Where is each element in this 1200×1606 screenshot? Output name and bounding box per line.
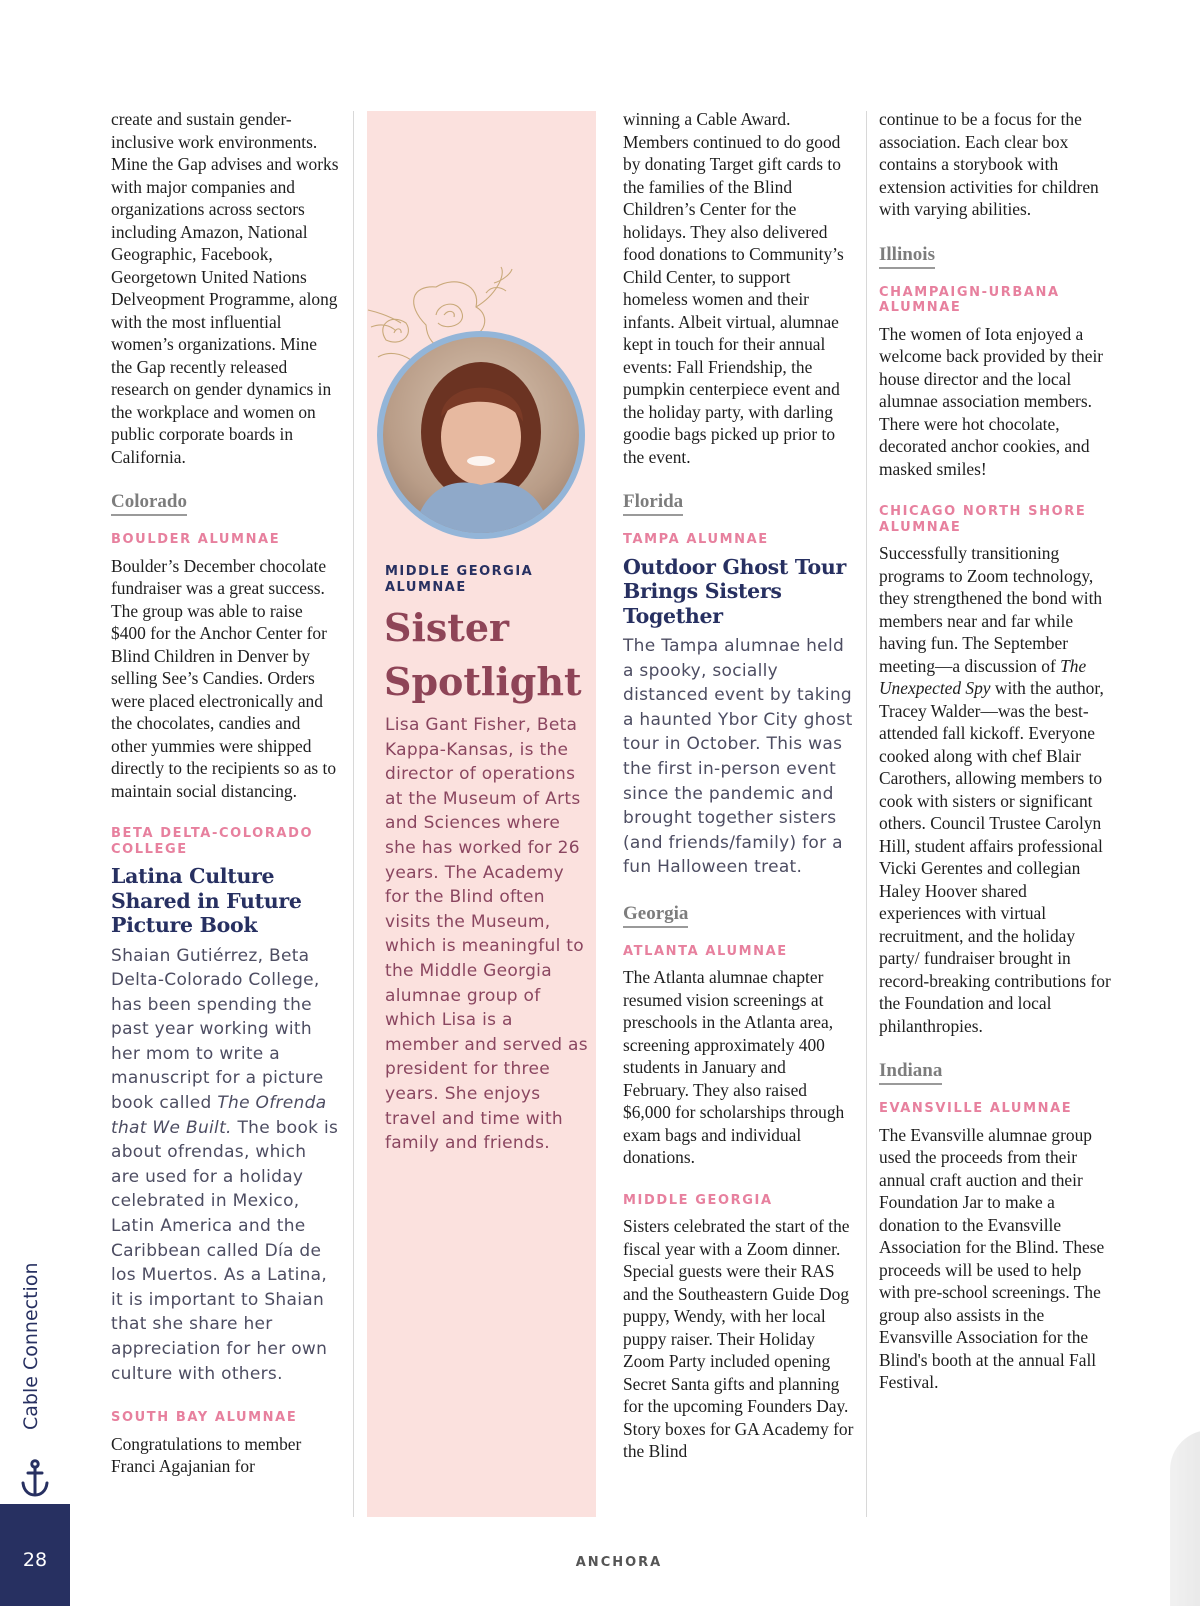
beta-delta-text bbox=[111, 944, 339, 1387]
column-4-continued: continue to be a focus for the association. Each clear box contains a storybook with extension activities for children with varying abilities. bbox=[879, 109, 1099, 219]
state-heading-colorado: Colorado bbox=[111, 490, 187, 516]
chapter-heading-evansville: EVANSVILLE ALUMNAE bbox=[879, 1101, 1073, 1116]
chapter-heading-atlanta: ATLANTA ALUMNAE bbox=[623, 943, 788, 959]
book-title: The Unexpected Spy bbox=[879, 655, 1087, 698]
page-number: 28 bbox=[22, 1549, 48, 1571]
page-edge-shadow bbox=[1170, 1430, 1200, 1606]
south-bay-text: Congratulations to member Franci Agajanian for bbox=[111, 1433, 302, 1477]
anchor-icon bbox=[19, 1459, 51, 1499]
column-3 bbox=[623, 108, 855, 1463]
champaign-text: The women of Iota enjoyed a welcome back provided by their house director and the local alumnae association members. There were hot chocolate, decorated anchor cookies, and masked smiles! bbox=[879, 323, 1104, 479]
column-3-continued: winning a Cable Award. Members continued to do good by donating Target gift cards to the families of the Blind Children’s Center for the holidays. They also delivered food donations to Community’s Child Center, to support homeless women and their infants. Albeit virtual, alumnae kept in touch for their annual events: Fall Friendship, the pumpkin centerpiece event and the holiday party, with darling goodie bags picked up prior to the event. bbox=[623, 109, 844, 467]
intro-continued: create and sustain gender-inclusive work environments. Mine the Gap advises and works with major companies and organizations across sectors including Amazon, National Geographic, Facebook, Georgetown United Nations Delveopment Programme, along with the most influential women’s organizations. Mine the Gap recently released research on gender dynamics in the workplace and women on public corporate boards in California. bbox=[111, 109, 339, 467]
spotlight-title: Sister Spotlight bbox=[384, 605, 582, 704]
column-4 bbox=[879, 108, 1111, 1394]
headline-latina-culture: Latina Culture Shared in Future Picture Book bbox=[111, 864, 302, 937]
state-heading-florida: Florida bbox=[623, 490, 683, 516]
chapter-heading-champaign: CHAMPAIGN-URBANA ALUMNAE bbox=[879, 284, 1060, 315]
chapter-heading-tampa: TAMPA ALUMNAE bbox=[623, 532, 769, 547]
chapter-heading-middle-georgia: MIDDLE GEORGIA bbox=[623, 1192, 773, 1208]
beta-delta-text-2: The book is about ofrendas, which are used for a holiday celebrated in Mexico, Latin America and the Caribbean called Día de los Muertos. As a Latina, it is important to Shaian that she share her appreciation for her own culture with others. bbox=[111, 1117, 339, 1384]
column-1 bbox=[111, 108, 339, 1478]
portrait-figure bbox=[383, 337, 579, 533]
column-divider bbox=[353, 111, 354, 1517]
chicago-text-1: Successfully transitioning programs to Zoom technology, they strengthened the bond with members near and far while having fun. The September meeting—a discussion of bbox=[879, 543, 1103, 676]
book-title: The Ofrenda that We Built. bbox=[111, 1093, 327, 1138]
atlanta-text: The Atlanta alumnae chapter resumed vision screenings at preschools in the Atlanta area, screening approximately 400 students in January and February. They also raised $6,000 for scholarships through exam bags and individual donations. bbox=[623, 967, 845, 1168]
chapter-heading-chicago: CHICAGO NORTH SHORE ALUMNAE bbox=[879, 504, 1087, 535]
section-label: Cable Connection bbox=[20, 1262, 42, 1430]
state-heading-indiana: Indiana bbox=[879, 1059, 942, 1085]
column-divider bbox=[866, 111, 867, 1517]
magazine-footer: ANCHORA bbox=[575, 1555, 663, 1570]
spotlight-chapter: MIDDLE GEORGIA ALUMNAE bbox=[385, 564, 534, 595]
portrait-photo bbox=[377, 331, 585, 539]
boulder-text: Boulder’s December chocolate fundraiser was a great success. The group was able to raise $400 for the Anchor Center for Blind Children in Denver by selling See’s Candies. Orders were placed electronically and the chocolates, candies and other yummies were shipped directly to the recipients so as to maintain social distancing. bbox=[111, 555, 337, 801]
chicago-text-2: with the author, Tracey Walder—was the best-attended fall kickoff. Everyone cooked along with chef Blair Carothers, allowing members to cook with sisters or significant others. Council Trustee Carolyn Hill, student affairs professional Vicki Gerentes and collegian Haley Hoover shared experiences with virtual recruitment, and the holiday party/ fundraiser brought in record-breaking contributions for the Foundation and local philanthropies. bbox=[879, 678, 1111, 1036]
beta-delta-text-1: Shaian Gutiérrez, Beta Delta-Colorado College, has been spending the past year working with her mom to write a manuscript for a picture book called bbox=[111, 945, 324, 1114]
chapter-heading-boulder: BOULDER ALUMNAE bbox=[111, 532, 281, 547]
tampa-text: The Tampa alumnae held a spooky, socially distanced event by taking a haunted Ybor City ghost tour in October. This was the first in-person event since the pandemic and brought together sisters (and friends/family) for a fun Halloween treat. bbox=[623, 636, 853, 878]
chapter-heading-beta-delta: BETA DELTA-COLORADO COLLEGE bbox=[111, 826, 314, 857]
chicago-text bbox=[879, 542, 1111, 1037]
chapter-heading-south-bay: SOUTH BAY ALUMNAE bbox=[111, 1410, 298, 1426]
headline-ghost-tour: Outdoor Ghost Tour Brings Sisters Together bbox=[623, 554, 846, 628]
spotlight-text: Lisa Gant Fisher, Beta Kappa-Kansas, is the director of operations at the Museum of Arts and Sciences where she has worked for 26 years. The Academy for the Blind often visits the Museum, which is meaningful to the Middle Georgia alumnae group of which Lisa is a member and served as president for three years. She enjoys travel and time with family and friends. bbox=[385, 715, 588, 1154]
state-heading-illinois: Illinois bbox=[879, 243, 935, 269]
middle-georgia-text: Sisters celebrated the start of the fiscal year with a Zoom dinner. Special guests were their RAS and the Southeastern Guide Dog puppy, Wendy, with her local puppy raiser. Their Holiday Zoom Party included opening Secret Santa gifts and planning for the upcoming Founders Day. Story boxes for GA Academy for the Blind bbox=[623, 1216, 854, 1462]
state-heading-georgia: Georgia bbox=[623, 902, 688, 928]
evansville-text: The Evansville alumnae group used the proceeds from their annual craft auction and their Foundation Jar to make a donation to the Evansville Association for the Blind. These proceeds will be used to help with pre-school screenings. The group also assists in the Evansville Association for the Blind's booth at the annual Fall Festival. bbox=[879, 1124, 1105, 1392]
